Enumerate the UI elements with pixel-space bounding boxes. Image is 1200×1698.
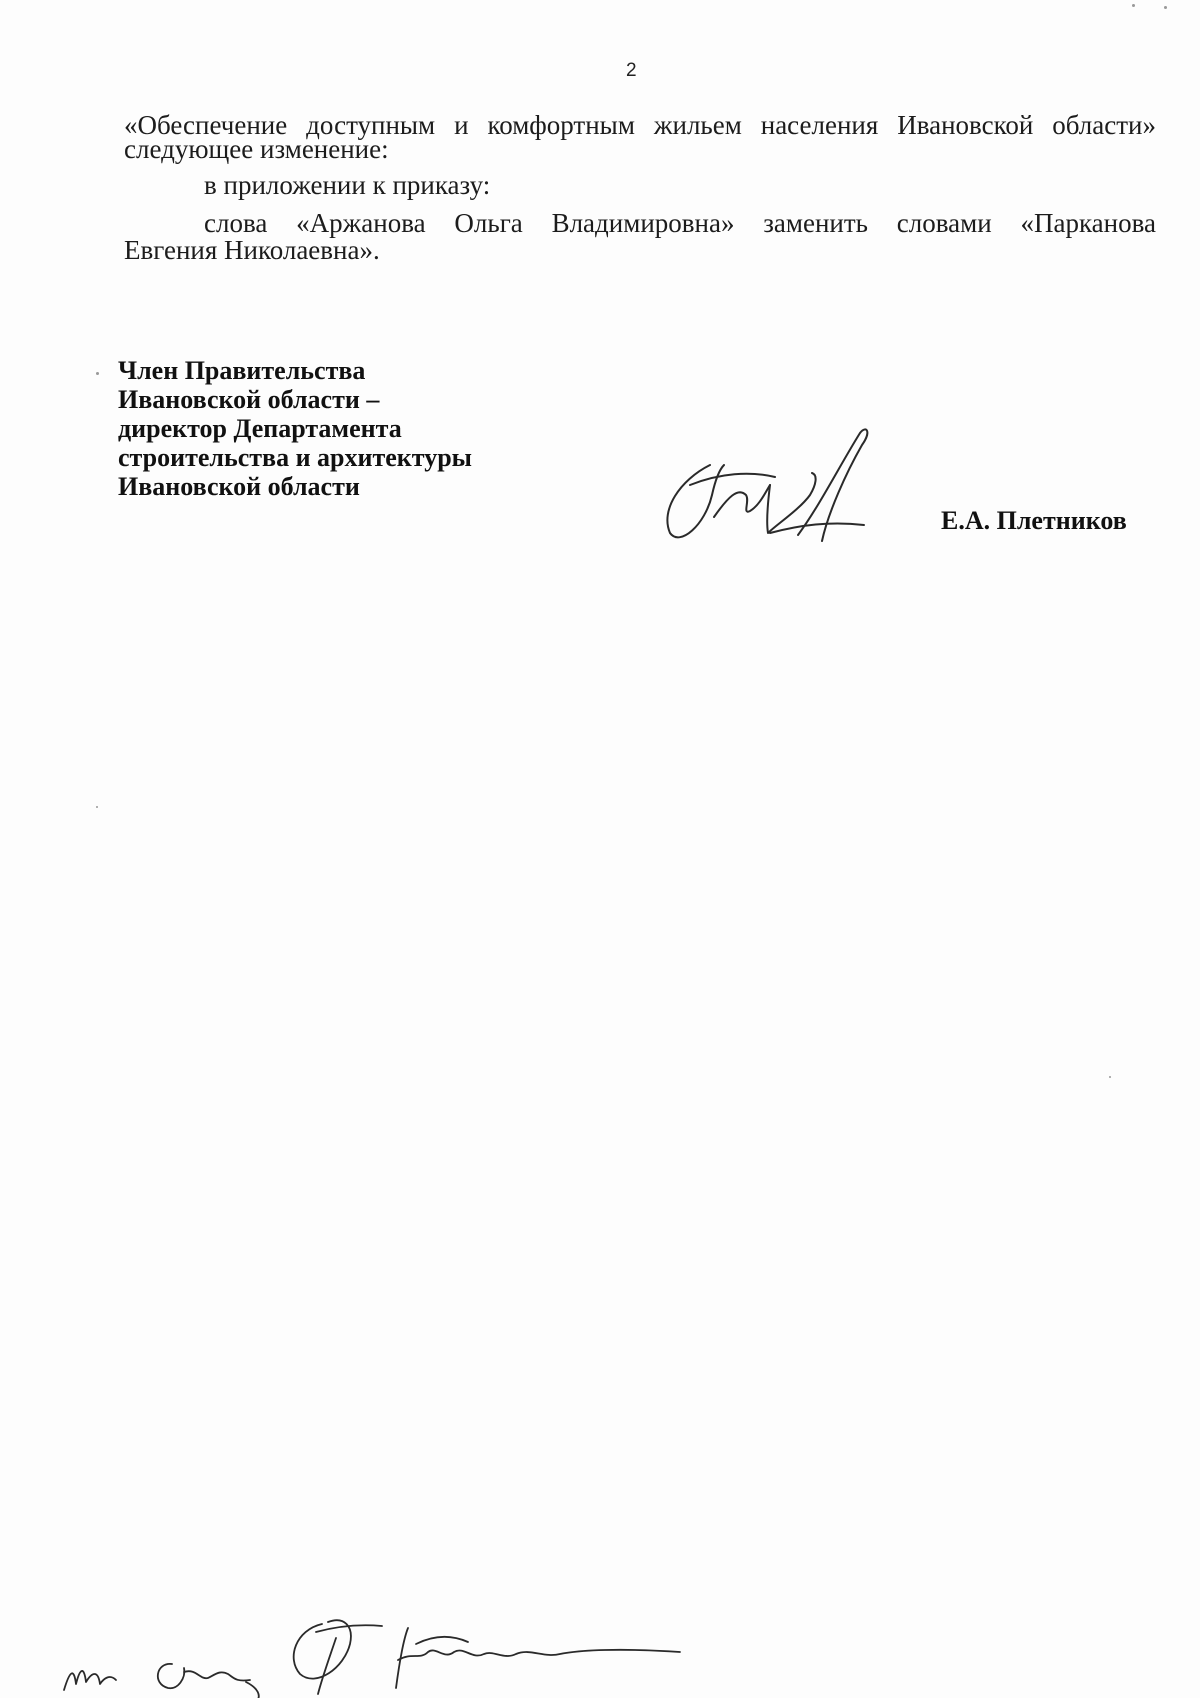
scan-speck bbox=[96, 372, 99, 375]
handwritten-signature bbox=[650, 425, 890, 555]
scan-speck bbox=[1132, 4, 1135, 7]
scan-speck bbox=[1164, 6, 1167, 9]
approval-signatures bbox=[60, 1608, 690, 1698]
position-line: директор Департамента bbox=[118, 414, 402, 443]
position-line: строительства и архитектуры bbox=[118, 443, 472, 472]
paragraph-1-line-2: следующее изменение: bbox=[124, 134, 389, 164]
page-number: 2 bbox=[626, 60, 637, 81]
paragraph-3-line-1: слова «Аржанова Ольга Владимировна» заменить словами «Парканова bbox=[204, 208, 1156, 238]
position-line: Ивановской области bbox=[118, 472, 360, 501]
scan-speck bbox=[1109, 1076, 1111, 1078]
paragraph-1-line-1: «Обеспечение доступным и комфортным жильем населения Ивановской области» bbox=[124, 110, 1156, 140]
paragraph-3-line-2: Евгения Николаевна». bbox=[124, 235, 380, 265]
position-line: Член Правительства bbox=[118, 356, 366, 385]
scan-speck bbox=[96, 806, 98, 808]
position-line: Ивановской области – bbox=[118, 385, 380, 414]
signatory-position bbox=[118, 356, 472, 501]
signatory-name: Е.А. Плетников bbox=[941, 506, 1127, 535]
paragraph-2: в приложении к приказу: bbox=[204, 170, 491, 200]
